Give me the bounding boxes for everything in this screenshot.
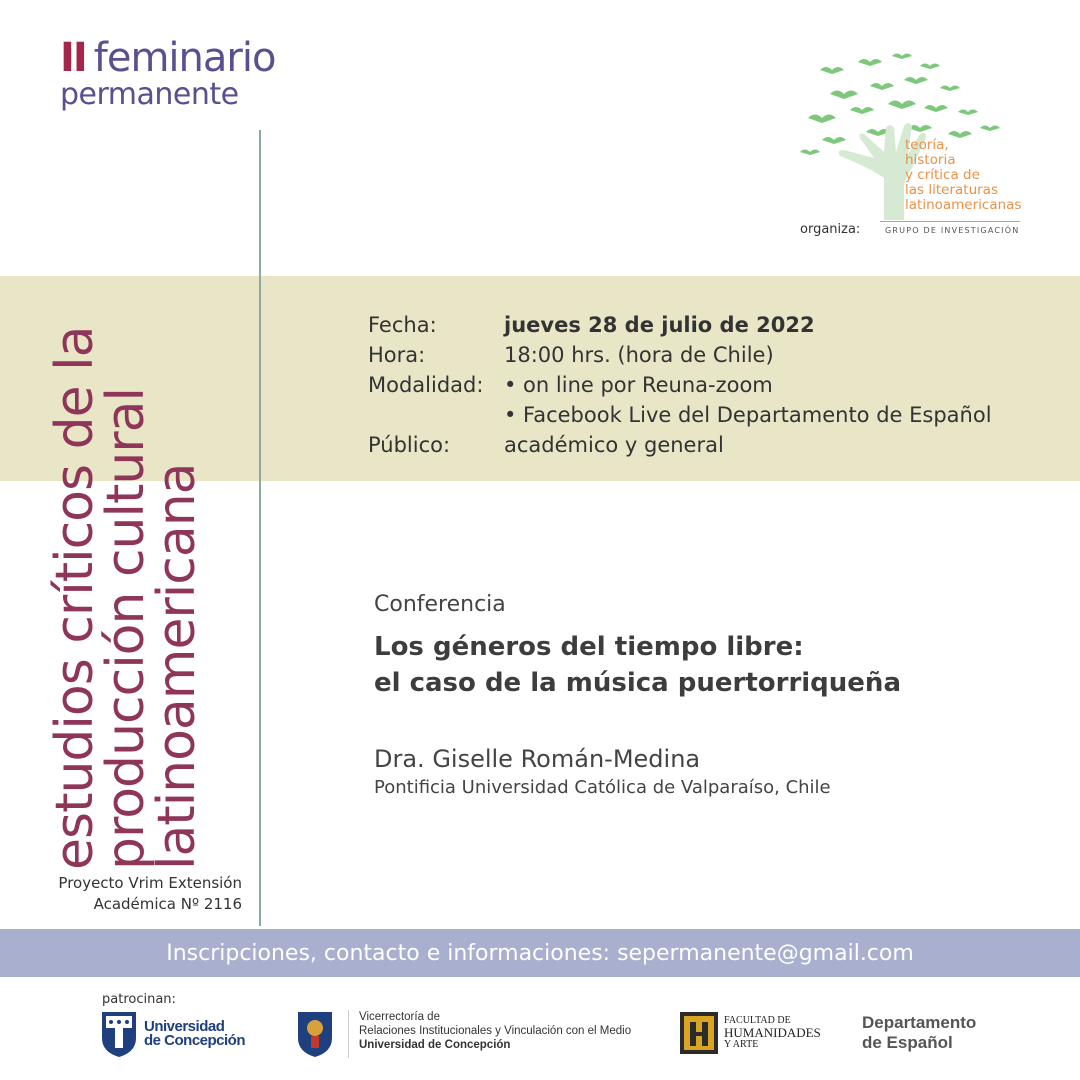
research-group-label: GRUPO DE INVESTIGACIÓN: [885, 226, 1020, 235]
conference-block: [374, 592, 901, 798]
info-row-date: Fecha: jueves 28 de julio de 2022: [368, 310, 992, 340]
vertical-divider: [259, 130, 261, 926]
seminar-title: [60, 35, 276, 112]
vicerrectoria-logo: [296, 1010, 631, 1058]
departamento-logo: Departamento de Español: [862, 1013, 977, 1052]
udec-logo: [100, 1010, 245, 1058]
contact-text: Inscripciones, contacto e informaciones: sepermanente@gmail.com: [166, 940, 914, 966]
event-info: [368, 310, 992, 460]
seminar-word-feminario: feminario: [93, 35, 276, 81]
vertical-title-line-2: producción cultural: [96, 388, 156, 870]
seminar-word-permanente: permanente: [60, 77, 239, 112]
project-credit: Proyecto Vrim Extensión Académica Nº 2116: [58, 874, 242, 913]
vertical-title: [45, 150, 250, 870]
udec-shield-icon: [100, 1010, 138, 1058]
facultad-text: FACULTAD DE HUMANIDADES Y ARTE: [724, 1015, 821, 1050]
info-row-modality: Modalidad: • on line por Reuna-zoom: [368, 370, 992, 400]
vertical-title-line-3: latinoamericana: [147, 463, 207, 870]
info-row-audience: Público: académico y general: [368, 430, 992, 460]
vicerrectoria-text: Vicerrectoría de Relaciones Institucionales y Vinculación con el Medio Universidad de Concepción: [348, 1010, 631, 1058]
info-row-modality-2: [368, 400, 992, 430]
speaker-name: Dra. Giselle Román-Medina: [374, 745, 701, 773]
facultad-logo: [680, 1012, 821, 1054]
speaker-institution: Pontificia Universidad Católica de Valparaíso, Chile: [374, 777, 831, 798]
vertical-title-line-1: estudios críticos de la: [45, 326, 105, 870]
event-audience: académico y general: [504, 433, 724, 457]
event-time: 18:00 hrs. (hora de Chile): [504, 343, 774, 367]
event-modality-2: • Facebook Live del Departamento de Español: [504, 403, 992, 427]
sponsors-label: patrocinan:: [102, 992, 176, 1007]
vicerrectoria-shield-icon: [296, 1010, 334, 1058]
seminar-roman-numeral: II: [60, 35, 86, 81]
udec-wordmark: Universidad de Concepción: [144, 1018, 246, 1049]
facultad-emblem-icon: [680, 1012, 718, 1054]
conference-title: Los géneros del tiempo libre: el caso de la música puertorriqueña: [374, 632, 901, 698]
conference-kicker: Conferencia: [374, 592, 506, 617]
event-modality-1: • on line por Reuna-zoom: [504, 373, 773, 397]
event-date: jueves 28 de julio de 2022: [504, 313, 815, 337]
logo-rule: [880, 221, 1020, 222]
info-row-time: Hora: 18:00 hrs. (hora de Chile): [368, 340, 992, 370]
contact-bar: [0, 929, 1080, 977]
research-group-logo: [800, 48, 1040, 248]
logo-text: teoría, historia y crítica de las literaturas latinoamericanas: [905, 137, 1022, 213]
organiza-label: organiza:: [800, 222, 861, 237]
